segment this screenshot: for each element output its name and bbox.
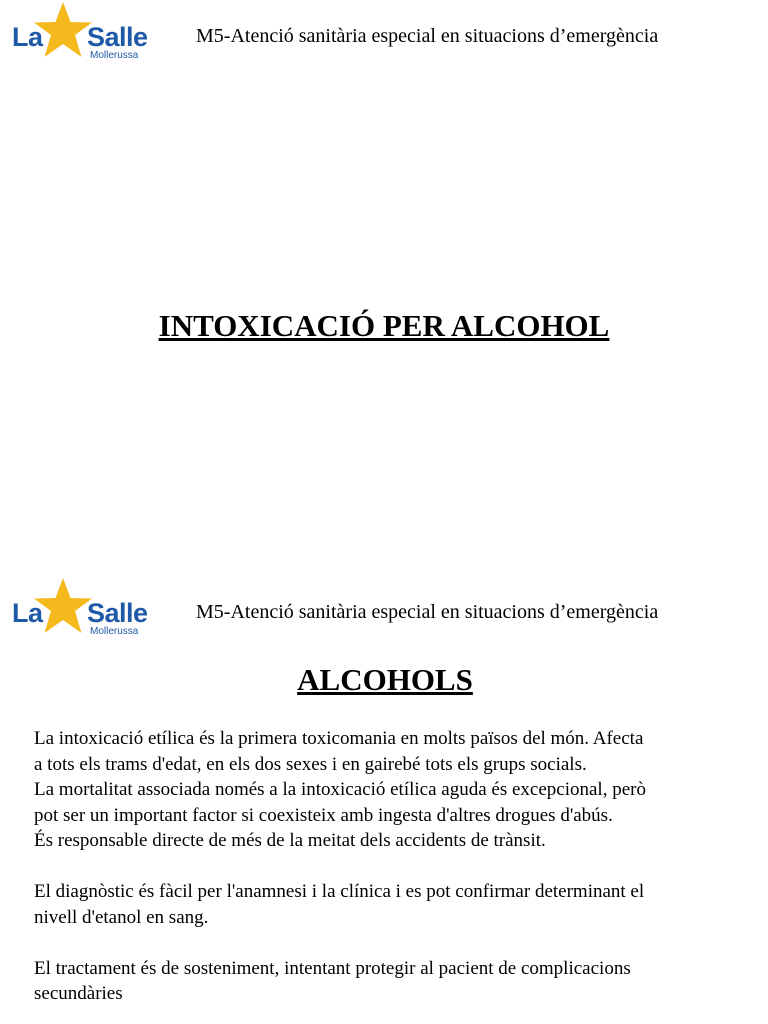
slide-title-heading: INTOXICACIÓ PER ALCOHOL [158, 308, 610, 343]
body-line: La intoxicació etílica és la primera toxicomania en molts països del món. Afecta [34, 728, 644, 749]
logo-word-salle: Salle [87, 598, 148, 628]
body-line: nivell d'etanol en sang. [34, 906, 209, 928]
logo-subtitle: Mollerussa [90, 626, 139, 637]
la-salle-logo [12, 0, 162, 64]
body-line: pot ser un important factor si coexisteix amb ingesta d'altres drogues d'abús. [34, 804, 613, 826]
paragraph-gap [34, 854, 748, 880]
slide-alcohols [0, 576, 768, 1024]
logo-word-la: La [12, 598, 43, 628]
logo-word-salle: Salle [87, 22, 148, 52]
body-line: La mortalitat associada només a la intoxicació etílica aguda és excepcional, però [34, 779, 646, 800]
body-text [34, 726, 748, 1007]
section-heading: ALCOHOLS [297, 662, 473, 697]
module-header: M5-Atenció sanitària especial en situacions d’emergència [196, 601, 659, 623]
body-line: a tots els trams d'edat, en els dos sexes i en gairebé tots els grups socials. [34, 753, 587, 775]
paragraph-gap [34, 930, 748, 956]
logo-subtitle: Mollerussa [90, 50, 139, 61]
body-line: És responsable directe de més de la meitat dels accidents de trànsit. [34, 830, 546, 851]
body-line: secundàries [34, 983, 123, 1004]
body-line: El diagnòstic és fàcil per l'anamnesi i la clínica i es pot confirmar determinant el [34, 881, 645, 902]
la-salle-logo [12, 576, 162, 640]
logo-word-la: La [12, 22, 43, 52]
body-line: El tractament és de sosteniment, intentant protegir al pacient de complicacions [34, 957, 631, 979]
module-header: M5-Atenció sanitària especial en situacions d’emergència [196, 25, 659, 47]
